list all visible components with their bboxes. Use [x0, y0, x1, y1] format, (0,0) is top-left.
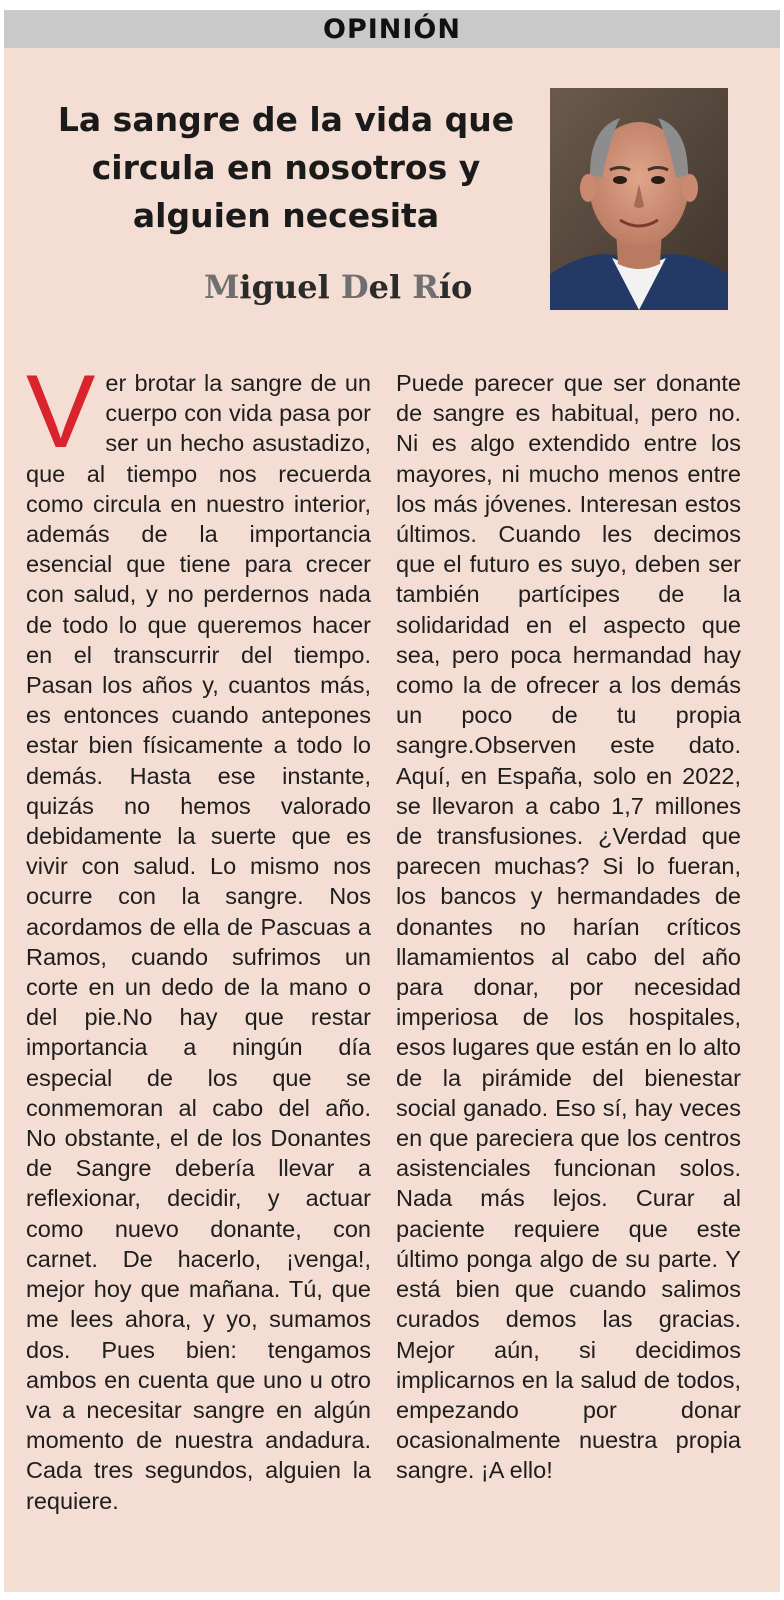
section-label: OPINIÓN — [323, 13, 461, 45]
author-initial-middle: D — [340, 268, 369, 306]
drop-cap: V — [26, 354, 96, 470]
article-column-right — [396, 368, 741, 1568]
author-initial-first: M — [204, 268, 240, 306]
article-page — [4, 10, 780, 1592]
author-last-rest: ío — [438, 268, 473, 306]
article-title: La sangre de la vida que circula en nosotros y alguien necesita — [57, 100, 515, 235]
author-first-rest: iguel — [239, 268, 330, 306]
section-header — [4, 10, 780, 48]
article-paragraph-left — [26, 354, 371, 1516]
author-initial-last: R — [412, 268, 439, 306]
author-photo — [550, 88, 728, 310]
author-byline — [204, 268, 504, 306]
article-column-left — [26, 354, 371, 1568]
article-paragraph-right: Puede parecer que ser donante de sangre es habitual, pero no. Ni es algo extendido entre los mayores, ni mucho menos entre los más jóvenes. Interesan estos últimos. Cuando les decimos que el futuro es suyo, deben ser también partícipes de la solidaridad en el aspecto que sea, pero poca hermandad hay como la de ofrecer a los demás un poco de tu propia sangre.Observen este dato. Aquí, en España, solo en 2022, se llevaron a cabo 1,7 millones de transfusiones. ¿Verdad que parecen muchas? Si lo fueran, los bancos y hermandades de donantes no harían críticos llamamientos al cabo del año para donar, por necesidad imperiosa de los hospitales, esos lugares que están en lo alto de la pirámide del bienestar social ganado. Eso sí, hay veces en que pareciera que los centros asistenciales funcionan solos. Nada más lejos. Curar al paciente requiere que este último ponga algo de su parte. Y está bien que cuando salimos curados demos las gracias. Mejor aún, si decidimos implicarnos en la salud de todos, empezando por donar ocasionalmente nuestra propia sangre. ¡A ello! — [396, 370, 741, 1484]
author-middle-rest: el — [368, 268, 402, 306]
left-column-text: er brotar la sangre de un cuerpo con vida pasa por ser un hecho asustadizo, que al tiempo nos recuerda como circula en nuestro interior, además de la importancia esencial que tiene para crecer con salud, y no perdernos nada de todo lo que queremos hacer en el transcurrir del tiempo. Pasan los años y, cuantos más, es entonces cuando antepones estar bien físicamente a todo lo demás. Hasta ese instante, quizás no hemos valorado debidamente la suerte que es vivir con salud. Lo mismo nos ocurre con la sangre. Nos acordamos de ella de Pascuas a Ramos, cuando sufrimos un corte en un dedo de la mano o del pie.No hay que restar importancia a ningún día especial de los que se conmemoran al cabo del año. No obstante, el de los Donantes de Sangre debería llevar a reflexionar, decidir, y actuar como nuevo donante, con carnet. De hacerlo, ¡venga!, mejor hoy que mañana. Tú, que me lees ahora, y yo, sumamos dos. Pues bien: tengamos ambos en cuenta que uno u otro va a necesitar sangre en algún momento de nuestra andadura. Cada tres segundos, alguien la requiere. — [26, 370, 371, 1514]
